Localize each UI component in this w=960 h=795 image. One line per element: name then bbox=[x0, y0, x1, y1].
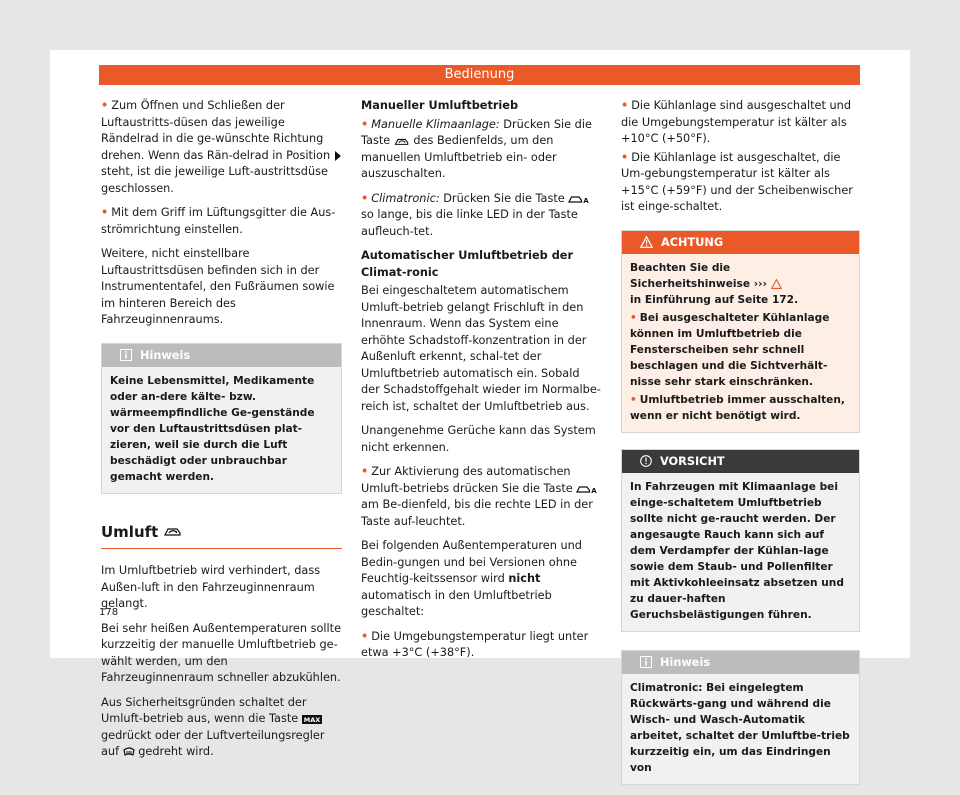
bullet-dot: • bbox=[630, 393, 637, 406]
text-span: Drücken Sie die Taste bbox=[443, 191, 565, 205]
text-span: Umluftbetrieb immer ausschalten, wenn er nicht benötigt wird. bbox=[630, 393, 845, 422]
caution-text: In Fahrzeugen mit Klimaanlage bei einge-schaltetem Umluftbetrieb sollte nicht ge-raucht werden. Der angesaugte Rauch kann sich auf dem Verdampfer der Kühlan-lage sowie dem Staub- und Pollenfilter mit Aktivkohleeinsatz absetzen und zu dauer-haften Geruchsbelästigungen führen. bbox=[622, 473, 859, 631]
hint-header bbox=[102, 344, 341, 367]
column-3 bbox=[621, 98, 860, 795]
list-item bbox=[361, 629, 601, 662]
hint-header bbox=[622, 651, 859, 674]
bullet-dot: • bbox=[361, 191, 369, 205]
hint-text: Climatronic: Bei eingelegtem Rückwärts-gang und während die Wisch- und Wasch-Automatik arbeitet, schaltet der Umluftbe-trieb kurzzeitig ein, um das Eindringen von bbox=[622, 674, 859, 784]
text-span: Beachten Sie die Sicherheitshinweise bbox=[630, 261, 751, 290]
page-reference[interactable]: 172 bbox=[771, 293, 795, 306]
bullet-dot: • bbox=[630, 311, 637, 324]
text-span: Die Umgebungstemperatur liegt unter etwa +3°C (+38°F). bbox=[361, 629, 589, 659]
bullet-text: steht, ist die jeweilige Luft-austrittsdüse geschlossen. bbox=[101, 165, 328, 195]
bullet-dot: • bbox=[361, 465, 369, 478]
caution-title: VORSICHT bbox=[660, 454, 725, 468]
recirculation-auto-icon bbox=[576, 484, 598, 494]
text-span: gedrückt oder der Luftverteilungsregler auf bbox=[101, 728, 325, 758]
paragraph: Unangenehme Gerüche kann das System nicht erkennen. bbox=[361, 424, 596, 454]
list-item bbox=[621, 98, 860, 148]
warning-triangle-icon bbox=[771, 279, 782, 289]
hint-title: Hinweis bbox=[660, 655, 711, 669]
bullet-dot: • bbox=[361, 117, 369, 131]
bullet-text: Zum Öffnen und Schließen der Luftaustritts-düsen das jeweilige Rändelrad in die ge-wünschte Richtung drehen. Wenn das Rän-delrad in Position bbox=[101, 99, 331, 162]
info-icon bbox=[640, 656, 652, 668]
text-span: Drücken Sie die Taste bbox=[361, 117, 592, 147]
section-title-text: Umluft bbox=[101, 522, 159, 541]
caution-box bbox=[621, 449, 860, 632]
paragraph bbox=[101, 695, 342, 761]
paragraph: Im Umluftbetrieb wird verhindert, dass Außen-luft in den Fahrzeuginnenraum gelangt. bbox=[101, 564, 321, 610]
recirculation-icon bbox=[394, 137, 410, 146]
text-span: Bei folgenden Außentemperaturen und Bedin-gungen und bei Versionen ohne Feuchtig-keitssensor wird bbox=[361, 539, 582, 585]
warning-intro: Beachten Sie die Sicherheitshinweise ››› in Einführung auf Seite 172. bbox=[630, 261, 799, 306]
bullet-dot: • bbox=[101, 99, 109, 112]
text-span: Aus Sicherheitsgründen schaltet der Umluft-betrieb aus, wenn die Taste bbox=[101, 695, 307, 725]
svg-text:A: A bbox=[583, 196, 590, 204]
warning-title: ACHTUNG bbox=[661, 235, 724, 249]
bullet-dot: • bbox=[621, 150, 629, 164]
bullet-dot: • bbox=[101, 206, 109, 219]
recirculation-icon bbox=[164, 526, 182, 537]
info-icon bbox=[120, 349, 132, 361]
bullet-dot: • bbox=[621, 99, 629, 112]
label-italic: Climatronic: bbox=[371, 191, 440, 205]
text-span: Die Kühlanlage sind ausgeschaltet und die Umgebungstemperatur ist kälter als +10°C (+50°F). bbox=[621, 99, 852, 145]
list-item bbox=[101, 98, 342, 197]
bullet-text: Mit dem Griff im Lüftungsgitter die Aus-strömrichtung einstellen. bbox=[101, 206, 336, 236]
text-span: so lange, bis die linke LED in der Taste aufleuch-tet. bbox=[361, 208, 578, 238]
text-bold: nicht bbox=[508, 572, 541, 585]
section-title bbox=[101, 524, 342, 550]
info-circle-icon bbox=[640, 455, 652, 467]
arrow-right-icon bbox=[334, 151, 342, 161]
paragraph: Bei sehr heißen Außentemperaturen sollte kurzzeitig der manuelle Umluftbetrieb ge-wählt werden, um den Fahrzeuginnenraum schneller abzukühlen. bbox=[101, 621, 342, 684]
text-span: des Bedienfelds, um den manuellen Umluftbetrieb ein- oder auszuschalten. bbox=[361, 134, 557, 180]
recirculation-auto-icon bbox=[568, 194, 590, 204]
warning-box bbox=[621, 230, 860, 433]
text-span: am Be-dienfeld, bis die rechte LED in der Taste auf-leuchtet. bbox=[361, 498, 593, 528]
warning-body bbox=[622, 254, 859, 432]
page-number: 178 bbox=[99, 607, 119, 618]
text-span: Die Kühlanlage ist ausgeschaltet, die Um-gebungstemperatur ist kälter als +15°C (+59°F) und der Scheibenwischer ist einge-schaltet. bbox=[621, 150, 853, 213]
hint-box bbox=[621, 650, 860, 785]
text-span: Zur Aktivierung des automatischen Umluft-betriebs drücken Sie die Taste bbox=[361, 465, 573, 495]
hint-box bbox=[101, 343, 342, 494]
list-item bbox=[621, 150, 860, 216]
hint-title: Hinweis bbox=[140, 348, 191, 362]
svg-text:MAX: MAX bbox=[303, 715, 321, 724]
column-1 bbox=[101, 98, 342, 769]
heading: Manueller Umluftbetrieb bbox=[361, 99, 519, 112]
reference-arrows: ››› bbox=[753, 277, 767, 290]
caution-header bbox=[622, 450, 859, 473]
paragraph: Weitere, nicht einstellbare Luftaustrittsdüsen befinden sich in der Instrumententafel, den Fußräumen sowie im hinteren Bereich des Fahrzeuginnenraums. bbox=[101, 247, 335, 326]
list-item bbox=[101, 205, 342, 238]
paragraph: Bei eingeschaltetem automatischem Umluft-betrieb gelangt Frischluft in den Innenraum. Wenn das System eine erhöhte Schadstoff-konzentration in der Außenluft erkennt, schal-tet der Umluftbetrieb automatisch ein. Sobald der Schadstoffgehalt wieder im Normalbe-reich ist, schaltet der Umluftbetrieb aus. bbox=[361, 284, 601, 413]
hint-text: Keine Lebensmittel, Medikamente oder an-dere kälte- bzw. wärmeempfindliche Ge-genstände vor den Luftaustrittsdüsen plat-zieren, weil sie durch die Luft beschädigt oder unbrauchbar gemacht werden. bbox=[102, 367, 341, 493]
paragraph bbox=[361, 538, 601, 621]
bullet-dot: • bbox=[361, 629, 369, 643]
page-header: Bedienung bbox=[99, 65, 860, 85]
windshield-vent-icon bbox=[123, 747, 135, 758]
warning-header bbox=[622, 231, 859, 254]
list-item bbox=[361, 117, 601, 183]
max-defrost-icon bbox=[302, 715, 322, 724]
list-item bbox=[630, 392, 851, 424]
column-2 bbox=[361, 98, 601, 670]
text-span: Bei ausgeschalteter Kühlanlage können im Umluftbetrieb die Fensterscheiben sehr schnell beschlagen und die Sichtverhält-nisse sehr stark einschränken. bbox=[630, 311, 830, 388]
svg-text:A: A bbox=[591, 486, 598, 494]
warning-triangle-icon bbox=[640, 236, 653, 248]
text-span: in Einführung auf Seite bbox=[630, 293, 769, 306]
list-item bbox=[361, 191, 601, 241]
list-item bbox=[630, 310, 851, 390]
text-span: automatisch in den Umluftbetrieb geschaltet: bbox=[361, 588, 552, 618]
label-italic: Manuelle Klimaanlage: bbox=[371, 117, 500, 131]
list-item bbox=[361, 464, 601, 530]
heading: Automatischer Umluftbetrieb der Climat-ronic bbox=[361, 249, 574, 279]
text-span: gedreht wird. bbox=[138, 745, 214, 758]
